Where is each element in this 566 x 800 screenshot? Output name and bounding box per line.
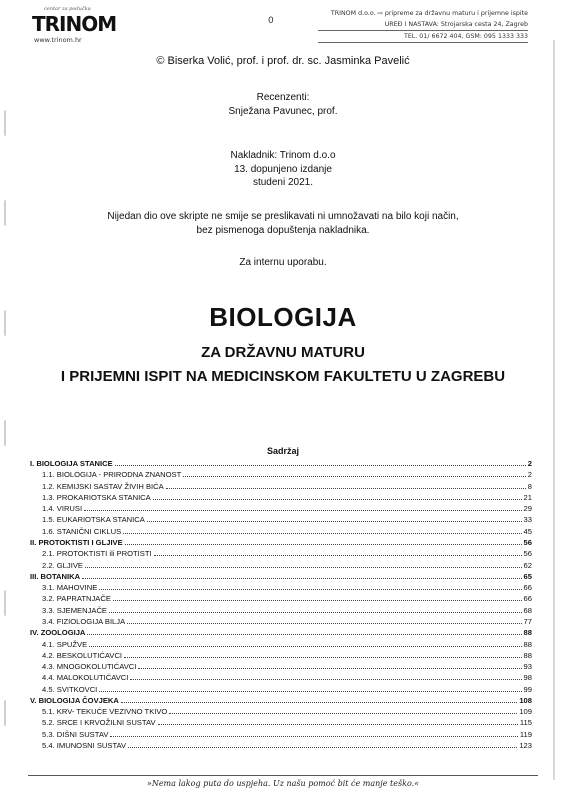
toc-entry <box>30 740 532 751</box>
toc-page-number: 29 <box>523 504 532 514</box>
toc-heading: Sadržaj <box>266 446 299 456</box>
toc-label: 5.4. IMUNOSNI SUSTAV <box>42 741 127 751</box>
toc-leader-dots <box>169 707 517 714</box>
toc-leader-dots <box>183 470 526 477</box>
binder-mark <box>4 590 14 616</box>
toc-label: 4.1. SPUŽVE <box>42 639 88 649</box>
copyright-line: Nijedan dio ove skripte ne smije se preslikavati ni umnožavati na bilo koji način, <box>107 211 459 222</box>
toc-leader-dots <box>154 549 522 556</box>
toc-page-number: 88 <box>523 639 532 649</box>
toc-entry <box>30 514 532 525</box>
publisher: Nakladnik: Trinom d.o.o <box>230 150 336 161</box>
toc-leader-dots <box>113 594 522 601</box>
toc-leader-dots <box>84 504 521 511</box>
toc-label: 4.3. MNOGOKOLUTIĆAVCI <box>42 662 137 672</box>
logo-url: www.trinom.hr <box>34 36 82 44</box>
trinom-logo <box>26 6 118 46</box>
toc-section <box>30 537 532 548</box>
toc-entry <box>30 481 532 492</box>
toc-label: 1.1. BIOLOGIJA - PRIRODNA ZNANOST <box>42 470 182 480</box>
contact-block <box>318 8 528 43</box>
table-of-contents <box>30 458 532 751</box>
toc-label: 4.2. BESKOLUTIĆAVCI <box>42 650 123 660</box>
toc-page-number: 66 <box>523 594 532 604</box>
toc-page-number: 109 <box>519 707 532 717</box>
toc-label: I. BIOLOGIJA STANICE <box>30 459 113 468</box>
page-number: 0 <box>268 16 274 26</box>
toc-label: II. PROTOKTISTI I GLJIVE <box>30 537 123 547</box>
toc-leader-dots <box>128 741 517 748</box>
toc-label: 4.4. MALOKOLUTIĆAVCI <box>42 673 129 683</box>
toc-leader-dots <box>87 628 521 635</box>
toc-entry <box>30 526 532 537</box>
toc-leader-dots <box>115 459 526 466</box>
footer-motto: »Nema lakog puta do uspjeha. Uz našu pomoć bit će manje teško.« <box>146 779 420 788</box>
toc-page-number: 45 <box>523 526 532 536</box>
toc-label: 3.2. PAPRATNJAČE <box>42 594 111 604</box>
toc-page-number: 98 <box>523 673 532 683</box>
toc-entry <box>30 492 532 503</box>
toc-label: 3.3. SJEMENJAČE <box>42 605 107 615</box>
book-subtitle: I PRIJEMNI ISPIT NA MEDICINSKOM FAKULTETU U ZAGREBU <box>60 368 506 385</box>
toc-label: III. BOTANIKA <box>30 571 81 581</box>
toc-entry <box>30 672 532 683</box>
toc-leader-dots <box>147 515 522 522</box>
authors: © Biserka Volić, prof. i prof. dr. sc. Jasminka Pavelić <box>156 55 410 67</box>
publisher-block <box>0 149 566 190</box>
toc-leader-dots <box>99 685 521 692</box>
toc-leader-dots <box>99 583 521 590</box>
toc-page-number: 93 <box>523 662 532 672</box>
toc-page-number: 2 <box>527 470 532 480</box>
toc-leader-dots <box>153 493 522 500</box>
toc-page-number: 8 <box>527 481 532 491</box>
toc-label: 5.3. DIŠNI SUSTAV <box>42 729 109 739</box>
toc-entry <box>30 729 532 740</box>
toc-leader-dots <box>89 640 521 647</box>
toc-entry <box>30 582 532 593</box>
page-header <box>20 6 540 46</box>
toc-label: 1.5. EUKARIOTSKA STANICA <box>42 515 145 525</box>
reviewers-label: Recenzenti: <box>256 92 310 103</box>
toc-leader-dots <box>82 572 521 579</box>
toc-label: 1.6. STANIČNI CIKLUS <box>42 526 122 536</box>
toc-label: 5.2. SRCE I KRVOŽILNI SUSTAV <box>42 718 156 728</box>
toc-section <box>30 571 532 582</box>
toc-entry <box>30 616 532 627</box>
reviewers-block <box>0 91 566 118</box>
copyright-notice <box>0 210 566 237</box>
logo-text: TRINOM <box>32 12 117 36</box>
book-subtitle: ZA DRŽAVNU MATURU <box>201 344 365 361</box>
toc-entry <box>30 706 532 717</box>
toc-leader-dots <box>109 606 522 613</box>
contact-line: TRINOM d.o.o. ⇨ pripreme za državnu maturu i prijemne ispite <box>330 10 528 17</box>
toc-entry <box>30 661 532 672</box>
toc-entry <box>30 593 532 604</box>
toc-label: 1.4. VIRUSI <box>42 504 83 514</box>
footer-divider <box>28 775 538 776</box>
toc-entry <box>30 560 532 571</box>
logo-tagline: centar za podučku <box>44 6 91 12</box>
toc-label: 1.2. KEMIJSKI SASTAV ŽIVIH BIĆA <box>42 481 164 491</box>
toc-page-number: 123 <box>519 741 532 751</box>
contact-line: UREĐ I NASTAVA: Strojarska cesta 24, Zagreb <box>318 19 528 31</box>
toc-label: V. BIOLOGIJA ČOVJEKA <box>30 695 119 705</box>
binder-mark <box>4 700 14 726</box>
toc-label: 4.5. SVITKOVCI <box>42 684 98 694</box>
toc-label: 2.1. PROTOKTISTI ili PROTISTI <box>42 549 152 559</box>
book-title: BIOLOGIJA <box>209 302 357 332</box>
toc-leader-dots <box>110 730 517 737</box>
toc-page-number: 77 <box>523 616 532 626</box>
toc-entry <box>30 548 532 559</box>
toc-label: 5.1. KRV- TEKUĆE VEZIVNO TKIVO <box>42 707 168 717</box>
toc-leader-dots <box>124 651 522 658</box>
copyright-line: bez pismenoga dopuštenja nakladnika. <box>196 224 370 236</box>
toc-page-number: 21 <box>523 492 532 502</box>
toc-leader-dots <box>123 527 521 534</box>
toc-section <box>30 458 532 469</box>
toc-leader-dots <box>85 561 522 568</box>
toc-entry <box>30 605 532 616</box>
toc-leader-dots <box>138 662 521 669</box>
toc-page-number: 108 <box>519 695 532 705</box>
toc-leader-dots <box>130 673 521 680</box>
toc-page-number: 99 <box>523 684 532 694</box>
internal-use-note: Za internu uporabu. <box>239 257 327 268</box>
toc-label: 2.2. GLJIVE <box>42 560 83 570</box>
toc-section <box>30 695 532 706</box>
toc-page-number: 115 <box>519 718 532 728</box>
contact-line: TEL. 01/ 6672 404, GSM: 095 1333 333 <box>318 31 528 43</box>
toc-page-number: 62 <box>523 560 532 570</box>
toc-label: IV. ZOOLOGIJA <box>30 628 86 638</box>
binder-mark <box>4 420 14 446</box>
toc-label: 3.1. MAHOVINE <box>42 583 98 593</box>
toc-label: 1.3. PROKARIOTSKA STANICA <box>42 492 151 502</box>
toc-entry <box>30 503 532 514</box>
edition: 13. dopunjeno izdanje <box>234 163 332 175</box>
toc-label: 3.4. FIZIOLOGIJA BILJA <box>42 616 126 626</box>
toc-leader-dots <box>166 482 526 489</box>
toc-leader-dots <box>158 718 518 725</box>
toc-entry <box>30 469 532 480</box>
toc-page-number: 56 <box>523 537 532 547</box>
toc-entry <box>30 717 532 728</box>
toc-leader-dots <box>121 696 517 703</box>
toc-page-number: 88 <box>523 628 532 638</box>
toc-page-number: 88 <box>523 650 532 660</box>
toc-page-number: 56 <box>523 549 532 559</box>
toc-entry <box>30 639 532 650</box>
toc-entry <box>30 650 532 661</box>
date: studeni 2021. <box>252 177 314 188</box>
toc-page-number: 2 <box>527 459 532 468</box>
reviewer-name: Snježana Pavunec, prof. <box>228 105 338 117</box>
toc-entry <box>30 684 532 695</box>
toc-page-number: 65 <box>523 571 532 581</box>
toc-page-number: 66 <box>523 583 532 593</box>
toc-page-number: 119 <box>519 729 532 739</box>
toc-leader-dots <box>127 617 521 624</box>
toc-page-number: 68 <box>523 605 532 615</box>
toc-leader-dots <box>125 538 522 545</box>
toc-page-number: 33 <box>523 515 532 525</box>
toc-section <box>30 627 532 638</box>
